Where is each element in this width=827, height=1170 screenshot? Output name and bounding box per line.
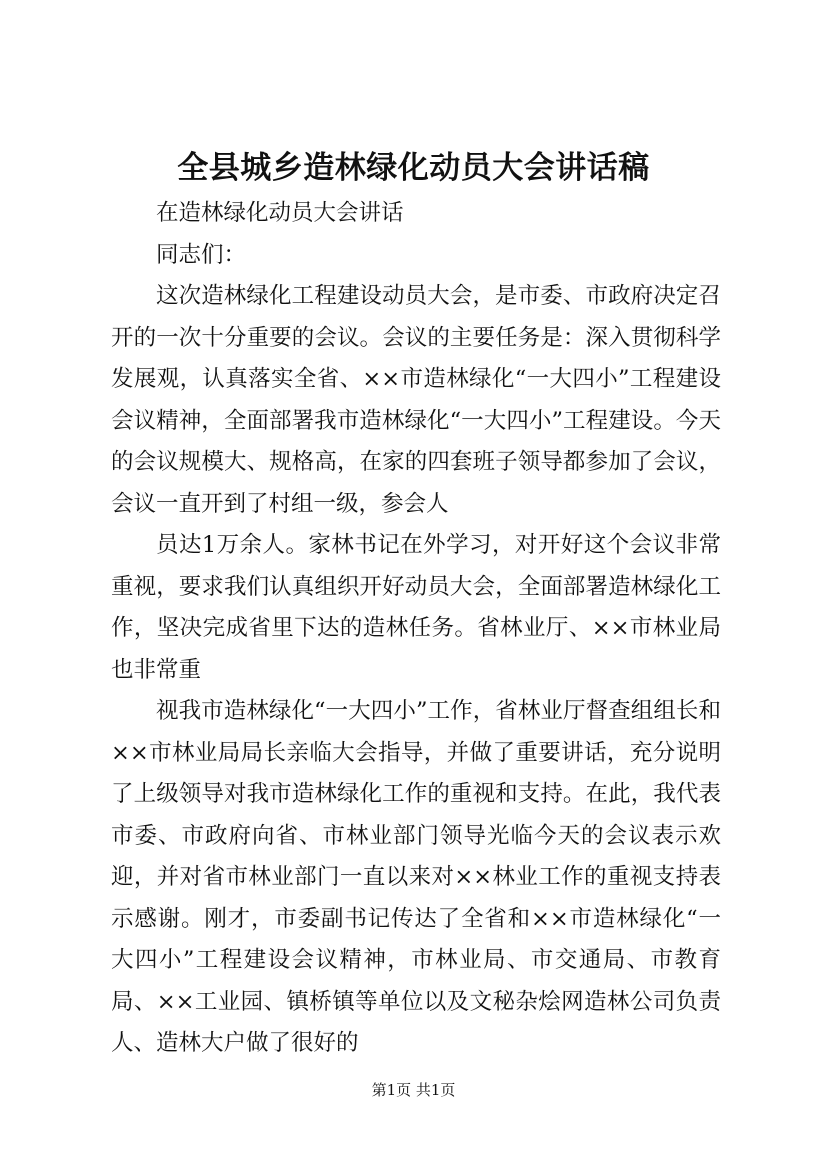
paragraph-thanks: 视我市造林绿化“一大四小”工作，省林业厅督查组组长和××市林业局局长亲临大会指导，并做了重要讲话，充分说明了上级领导对我市造林绿化工作的重视和支持。在此，我代表市委、市政府向省、市林业部门领导光临今天的会议表示欢迎，并对省市林业部门一直以来对××林业工作的重视支持表示感谢。刚才，市委副书记传达了全省和××市造林绿化“一大四小”工程建设会议精神，市林业局、市交通局、市教育局、××工业园、镇桥镇等单位以及文秘杂烩网造林公司负责人、造林大户做了很好的: [111, 698, 721, 1056]
paragraph-subtitle: 在造林绿化动员大会讲话: [156, 200, 404, 226]
document-title: 全县城乡造林绿化动员大会讲话稿: [177, 150, 650, 186]
document-body: [111, 193, 721, 1065]
paragraph-salutation: 同志们：: [156, 241, 247, 268]
paragraph-intro: 这次造林绿化工程建设动员大会，是市委、市政府决定召开的一次十分重要的会议。会议的主要任务是：深入贯彻科学发展观，认真落实全省、××市造林绿化“一大四小”工程建设会议精神，全面部署我市造林绿化“一大四小”工程建设。今天的会议规模大、规格高，在家的四套班子领导都参加了会议，会议一直开到了村组一级，参会人: [111, 283, 721, 517]
page-footer: 第1页 共1页: [371, 1081, 456, 1099]
paragraph-attendance: 员达1万余人。家林书记在外学习，对开好这个会议非常重视，要求我们认真组织开好动员大会，全面部署造林绿化工作，坚决完成省里下达的造林任务。省林业厅、××市林业局也非常重: [111, 532, 721, 683]
